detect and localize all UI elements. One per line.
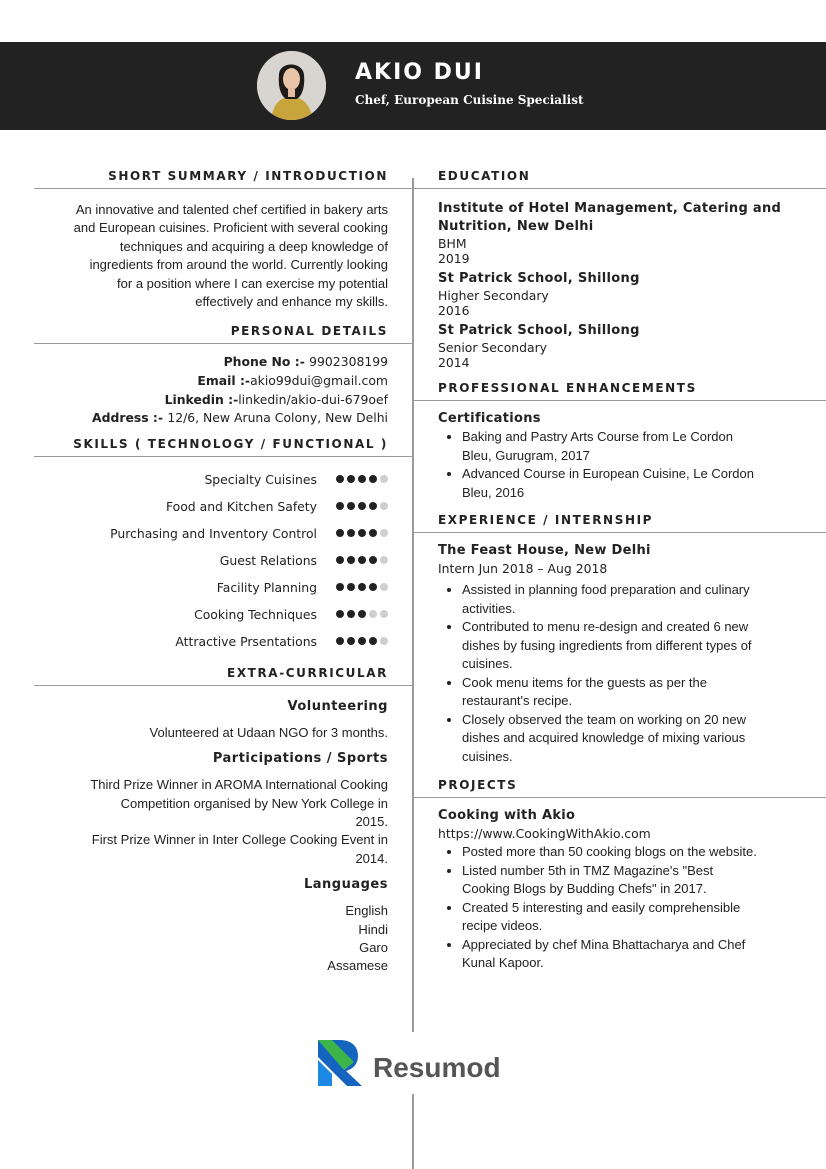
section-title-education: EDUCATION: [412, 168, 826, 189]
skill-rating: [336, 502, 388, 510]
skill-rating: [336, 529, 388, 537]
resumod-logo-text: Resumod: [373, 1052, 501, 1083]
rating-dot-filled: [336, 610, 344, 618]
left-column: [34, 168, 388, 976]
rating-dot-filled: [347, 637, 355, 645]
experience-list: [462, 581, 794, 766]
rating-dot-filled: [336, 475, 344, 483]
skill-row: [34, 493, 388, 520]
list-item: • Listed number 5th in TMZ Magazine's "Best Cooking Blogs by Budding Chefs" in 2017.: [462, 862, 794, 899]
section-title-extra: EXTRA-CURRICULAR: [34, 665, 412, 686]
skills-list: [34, 466, 388, 655]
rating-dot-empty: [380, 583, 388, 591]
certifications-list: [462, 428, 794, 502]
list-item: • Contributed to menu re-design and created 6 new dishes by fusing ingredients from different types of cuisines.: [462, 618, 794, 674]
skill-row: [34, 628, 388, 655]
skill-row: [34, 601, 388, 628]
language-item: Garo: [359, 940, 388, 956]
rating-dot-filled: [347, 556, 355, 564]
skill-label: Facility Planning: [216, 579, 317, 595]
rating-dot-filled: [369, 529, 377, 537]
resumod-logo-icon: [318, 1040, 364, 1086]
skill-rating: [336, 556, 388, 564]
section-title-personal: PERSONAL DETAILS: [34, 323, 412, 344]
language-item: Assamese: [327, 958, 388, 974]
volunteering-heading: Volunteering: [287, 698, 388, 714]
skill-rating: [336, 583, 388, 591]
address-row: Address :- 12/6, New Aruna Colony, New Delhi: [92, 410, 388, 426]
rating-dot-filled: [336, 583, 344, 591]
skill-label: Guest Relations: [219, 552, 317, 568]
list-item: • Appreciated by chef Mina Bhattacharya and Chef Kunal Kapoor.: [462, 936, 794, 973]
language-item: Hindi: [358, 921, 388, 937]
education-entry: St Patrick School, Shillong Senior Secondary 2014: [438, 323, 640, 370]
column-divider: [412, 178, 414, 1032]
education-entry: Institute of Hotel Management, Catering and Nutrition, New Delhi BHM 2019: [438, 201, 782, 266]
rating-dot-filled: [347, 502, 355, 510]
rating-dot-empty: [369, 610, 377, 618]
participation-item: Third Prize Winner in AROMA International Cooking Competition organised by New York College in 2015.: [90, 777, 388, 830]
rating-dot-filled: [336, 556, 344, 564]
rating-dot-filled: [336, 502, 344, 510]
rating-dot-filled: [358, 502, 366, 510]
rating-dot-empty: [380, 502, 388, 510]
skill-label: Cooking Techniques: [194, 606, 317, 622]
list-item: • Created 5 interesting and easily comprehensible recipe videos.: [462, 899, 794, 936]
personal-details: [34, 353, 388, 427]
rating-dot-filled: [358, 637, 366, 645]
rating-dot-empty: [380, 475, 388, 483]
skill-row: [34, 466, 388, 493]
section-title-skills: SKILLS ( TECHNOLOGY / FUNCTIONAL ): [34, 436, 412, 457]
education-entry: St Patrick School, Shillong Higher Secondary 2016: [438, 271, 640, 318]
language-item: English: [345, 903, 388, 919]
section-title-summary: SHORT SUMMARY / INTRODUCTION: [34, 168, 412, 189]
rating-dot-filled: [369, 502, 377, 510]
experience-role: Intern Jun 2018 – Aug 2018: [438, 561, 608, 576]
header-band: [0, 42, 826, 130]
skill-label: Specialty Cuisines: [204, 471, 317, 487]
list-item: • Advanced Course in European Cuisine, Le Cordon Bleu, 2016: [462, 465, 794, 502]
rating-dot-empty: [380, 637, 388, 645]
languages-list: [34, 902, 388, 976]
skill-label: Purchasing and Inventory Control: [110, 525, 317, 541]
volunteering-text: Volunteered at Udaan NGO for 3 months.: [149, 724, 388, 740]
resumod-logo: [318, 1040, 518, 1086]
rating-dot-filled: [347, 529, 355, 537]
project-url: https://www.CookingWithAkio.com: [438, 826, 651, 841]
skill-label: Attractive Prsentations: [175, 633, 317, 649]
list-item: • Closely observed the team on working on 20 new dishes and acquired knowledge of mixing various cuisines.: [462, 711, 794, 767]
rating-dot-filled: [369, 475, 377, 483]
list-item: • Baking and Pastry Arts Course from Le Cordon Bleu, Gurugram, 2017: [462, 428, 794, 465]
rating-dot-filled: [358, 610, 366, 618]
project-name: Cooking with Akio: [438, 808, 576, 823]
section-title-experience: EXPERIENCE / INTERNSHIP: [412, 512, 826, 533]
rating-dot-filled: [336, 637, 344, 645]
linkedin-row: Linkedin :-linkedin/akio-dui-679oef: [164, 391, 388, 407]
skill-rating: [336, 475, 388, 483]
skill-rating: [336, 637, 388, 645]
skill-label: Food and Kitchen Safety: [165, 498, 317, 514]
skill-rating: [336, 610, 388, 618]
skill-row: [34, 574, 388, 601]
email-row: Email :-akio99dui@gmail.com: [197, 373, 388, 389]
summary-text: An innovative and talented chef certified in bakery arts and European cuisines. Proficient with several cooking techniques and acquiring a deep knowledge of ingredients from around the world. Currently looking for a position where I can exercise my potential effectively and enhance my skills.: [73, 202, 388, 310]
rating-dot-filled: [369, 637, 377, 645]
projects-list: [462, 843, 794, 973]
skill-row: [34, 520, 388, 547]
certifications-heading: Certifications: [438, 411, 541, 426]
section-title-enhancements: PROFESSIONAL ENHANCEMENTS: [412, 380, 826, 401]
participation-item: First Prize Winner in Inter College Cooking Event in 2014.: [91, 832, 388, 866]
list-item: • Assisted in planning food preparation and culinary activities.: [462, 581, 794, 618]
rating-dot-filled: [369, 556, 377, 564]
rating-dot-filled: [347, 583, 355, 591]
skill-row: [34, 547, 388, 574]
rating-dot-empty: [380, 556, 388, 564]
phone-row: Phone No :- 9902308199: [223, 354, 388, 370]
rating-dot-filled: [358, 583, 366, 591]
languages-heading: Languages: [303, 877, 388, 893]
participations-list: [34, 776, 388, 868]
rating-dot-filled: [369, 583, 377, 591]
experience-company: The Feast House, New Delhi: [438, 543, 651, 558]
rating-dot-filled: [358, 556, 366, 564]
list-item: • Posted more than 50 cooking blogs on the website.: [462, 843, 794, 862]
column-divider-bottom: [412, 1094, 414, 1169]
right-column: [438, 168, 794, 973]
participations-heading: Participations / Sports: [212, 751, 388, 767]
list-item: • Cook menu items for the guests as per the restaurant's recipe.: [462, 674, 794, 711]
rating-dot-empty: [380, 529, 388, 537]
rating-dot-filled: [347, 610, 355, 618]
rating-dot-filled: [347, 475, 355, 483]
rating-dot-filled: [358, 475, 366, 483]
candidate-title: Chef, European Cuisine Specialist: [355, 93, 584, 107]
rating-dot-filled: [336, 529, 344, 537]
rating-dot-empty: [380, 610, 388, 618]
section-title-projects: PROJECTS: [412, 777, 826, 798]
candidate-name: AKIO DUI: [355, 60, 484, 85]
rating-dot-filled: [358, 529, 366, 537]
profile-photo: [257, 51, 326, 120]
